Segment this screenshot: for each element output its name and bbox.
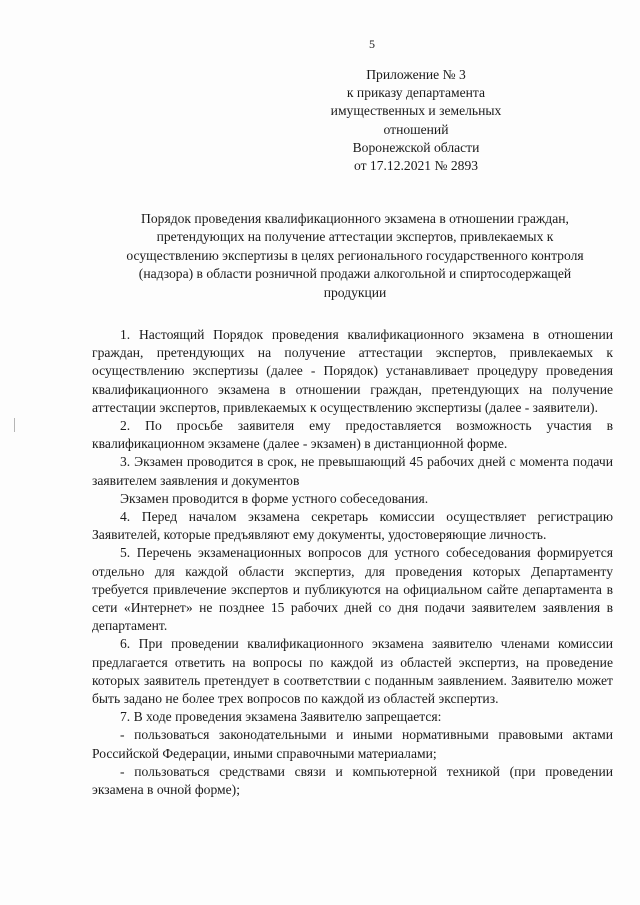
title-line: осуществлению экспертизы в целях регионального государственного контроля xyxy=(126,247,584,263)
title-line: (надзора) в области розничной продажи алкогольной и спиртосодержащей xyxy=(138,266,572,282)
paragraph-4: 4. Перед началом экзамена секретарь комиссии осуществляет регистрацию Заявителей, которые предъявляют ему документы, удостоверяющие личность. xyxy=(92,509,613,543)
paragraph-7-item-1: - пользоваться законодательными и иными нормативными правовыми актами Российской Федерации, иными справочными материалами; xyxy=(92,727,613,761)
paragraph-7-item-2: - пользоваться средствами связи и компьютерной техникой (при проведении экзамена в очной форме); xyxy=(92,763,613,798)
appendix-line: Приложение № 3 xyxy=(366,67,466,82)
paragraph-6: 6. При проведении квалификационного экзамена заявителю членами комиссии предлагается ответить на вопросы по каждой из областей экспертиз, на проведение которых заявитель претендует в соответствии с поданным заявлением. Заявителю может быть задано не более трех вопросов по каждой из областей экспертиз. xyxy=(92,636,613,707)
paragraph-3-note: Экзамен проводится в форме устного собеседования. xyxy=(120,490,429,506)
scan-margin-mark xyxy=(14,418,15,432)
document-body xyxy=(92,326,613,799)
paragraph-1: 1. Настоящий Порядок проведения квалификационного экзамена в отношении граждан, претендующих на получение аттестации экспертов, привлекаемых к осуществлению экспертизы (далее - Порядок) устанавливает процедуру проведения квалификационного экзамена в отношении граждан, претендующих на получение аттестации экспертов, привлекаемых к осуществлению экспертизы (далее - заявители). xyxy=(92,327,613,415)
appendix-line: имущественных и земельных xyxy=(330,103,502,119)
appendix-line: отношений xyxy=(383,121,449,137)
title-line: Порядок проведения квалификационного экзамена в отношении граждан, xyxy=(141,211,569,226)
appendix-line: Воронежской области xyxy=(352,139,480,155)
document-title xyxy=(92,210,618,302)
paragraph-2: 2. По просьбе заявителя ему предоставляется возможность участия в квалификационном экзамене (далее - экзамен) в дистанционной форме. xyxy=(92,418,613,452)
paragraph-5: 5. Перечень экзаменационных вопросов для устного собеседования формируется отдельно для каждой области экспертиз, для проведения которых Департаменту требуется привлечение экспертов и публикуются на официальном сайте департамента в сети «Интернет» не позднее 15 рабочих дней со дня подачи заявителем заявления в департамент. xyxy=(92,545,613,634)
paragraph-7: 7. В ходе проведения экзамена Заявителю запрещается: xyxy=(120,709,442,725)
paragraph-3: 3. Экзамен проводится в срок, не превышающий 45 рабочих дней с момента подачи заявителем заявления и документов xyxy=(92,454,613,488)
appendix-line: от 17.12.2021 № 2893 xyxy=(353,158,479,174)
appendix-line: к приказу департамента xyxy=(346,85,486,101)
title-line: продукции xyxy=(323,284,387,300)
page-number: 5 xyxy=(369,37,375,51)
title-line: претендующих на получение аттестации экспертов, привлекаемых к xyxy=(156,229,554,245)
appendix-header xyxy=(318,66,514,175)
